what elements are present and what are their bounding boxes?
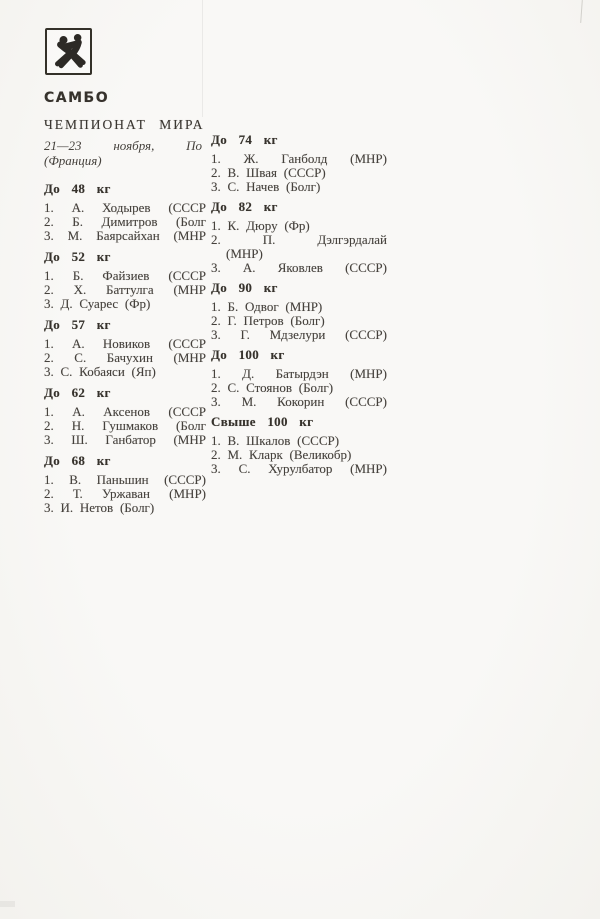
sport-title: САМБО [44, 90, 110, 106]
weight-class-section [211, 415, 387, 476]
weight-class-title: До 57 кг [44, 317, 111, 332]
weight-class-title: До 68 кг [44, 453, 111, 468]
event-date-line1: 21—23 ноября, По [44, 138, 202, 153]
scan-scratch-artifact [580, 0, 583, 23]
result-entry: 1. Б. Одвог (МНР) [211, 299, 323, 314]
result-entry: 3. Ш. Ганбатор (МНР [44, 432, 206, 447]
result-entry: 3. С. Начев (Болг) [211, 179, 321, 194]
result-entry: 2. Х. Баттулга (МНР [44, 282, 206, 297]
result-entry: 1. К. Дюру (Фр) [211, 218, 310, 233]
column-divider-artifact [202, 0, 203, 117]
weight-class-section [211, 281, 387, 342]
result-entry: 1. А. Новиков (СССР [44, 336, 206, 351]
result-entry: 2. С. Бачухин (МНР [44, 350, 206, 365]
results-column-left [44, 182, 206, 522]
weight-class-section [211, 348, 387, 409]
weight-class-title: До 90 кг [211, 280, 278, 295]
result-entry: 3. Г. Мдзелури (СССР) [211, 327, 387, 342]
scan-smudge-artifact [0, 901, 15, 907]
result-entry: 3. С. Кобаяси (Яп) [44, 364, 156, 379]
result-entry: 3. М. Кокорин (СССР) [211, 394, 387, 409]
result-entry: 2. С. Стоянов (Болг) [211, 380, 334, 395]
result-entry: 2. П. Дэлгэрдалай [211, 232, 387, 247]
result-entry: 3. И. Нетов (Болг) [44, 500, 155, 515]
weight-class-section [44, 318, 206, 379]
result-entry: 2. Б. Димитров (Болг [44, 214, 206, 229]
weight-class-section [211, 200, 387, 275]
results-column-right [211, 133, 387, 482]
result-entry: 1. В. Шкалов (СССР) [211, 433, 340, 448]
result-entry: 2. Н. Гушмаков (Болг [44, 418, 206, 433]
result-entry: 3. С. Хурулбатор (МНР) [211, 461, 387, 476]
weight-class-title: До 74 кг [211, 132, 278, 147]
weight-class-section [44, 250, 206, 311]
weight-class-title: До 62 кг [44, 385, 111, 400]
weight-class-section [44, 454, 206, 515]
result-entry: 2. М. Кларк (Великобр) [211, 447, 352, 462]
result-entry: 3. А. Яковлев (СССР) [211, 260, 387, 275]
result-entry-continuation: (МНР) [226, 246, 263, 261]
sambo-wrestlers-icon [45, 28, 92, 75]
weight-class-title: Свыше 100 кг [211, 414, 314, 429]
weight-class-section [44, 182, 206, 243]
weight-class-title: До 82 кг [211, 199, 278, 214]
result-entry: 1. Б. Файзиев (СССР [44, 268, 206, 283]
result-entry: 1. А. Ходырев (СССР [44, 200, 206, 215]
result-entry: 2. Г. Петров (Болг) [211, 313, 325, 328]
result-entry: 2. В. Швая (СССР) [211, 165, 326, 180]
weight-class-title: До 52 кг [44, 249, 111, 264]
result-entry: 2. Т. Уржаван (МНР) [44, 486, 206, 501]
weight-class-section [44, 386, 206, 447]
event-date-line2: (Франция) [44, 152, 102, 168]
result-entry: 1. Ж. Ганболд (МНР) [211, 151, 387, 166]
weight-class-title: До 48 кг [44, 181, 111, 196]
result-entry: 1. А. Аксенов (СССР [44, 404, 206, 419]
result-entry: 3. Д. Суарес (Фр) [44, 296, 151, 311]
weight-class-section [211, 133, 387, 194]
result-entry: 3. М. Баярсайхан (МНР [44, 228, 206, 243]
event-title: ЧЕМПИОНАТ МИРА [44, 117, 205, 132]
result-entry: 1. В. Паньшин (СССР) [44, 472, 206, 487]
result-entry: 1. Д. Батырдэн (МНР) [211, 366, 387, 381]
weight-class-title: До 100 кг [211, 347, 285, 362]
event-date [44, 139, 202, 168]
